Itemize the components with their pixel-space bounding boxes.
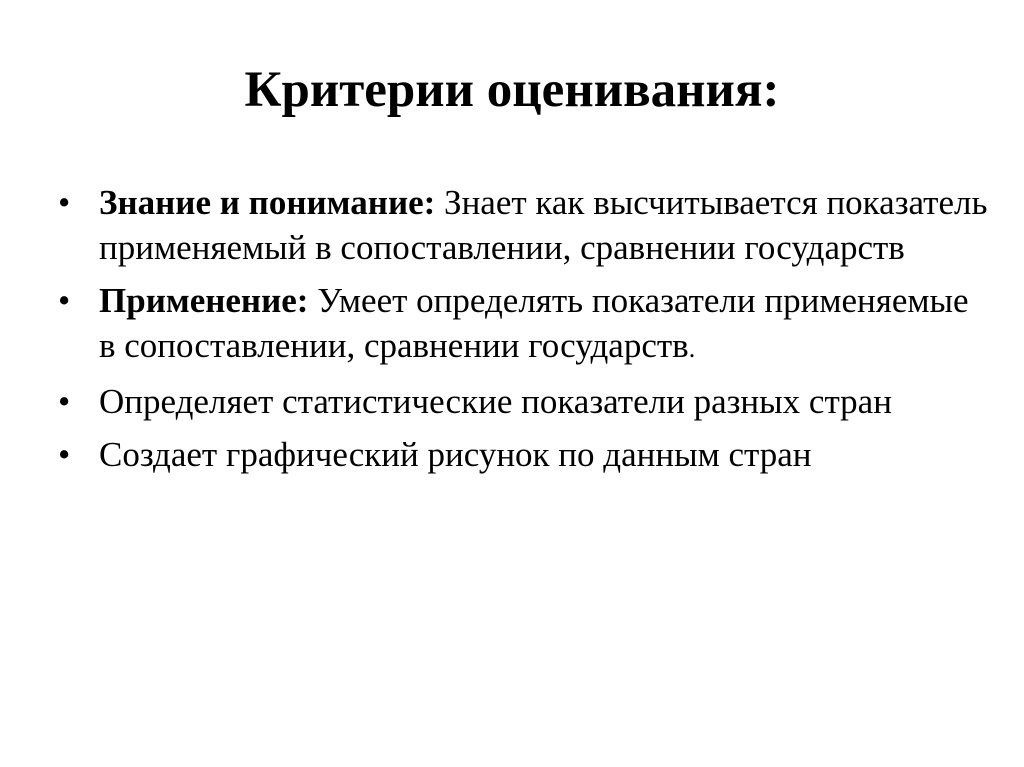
bullet-text: Умеет определять показатели применяемые в сопоставлении, сравнении государств [99,281,969,365]
bullet-text: Создает графический рисунок по данным стран [99,435,812,474]
bullet-trailing-period: . [688,334,696,363]
bullet-icon: • [58,435,71,474]
bullet-list [58,180,988,485]
slide-title: Критерии оценивания: [244,62,780,118]
bullet-icon: • [58,183,71,222]
bullet-icon: • [58,382,71,421]
bullet-item-application [58,278,988,371]
bullet-item-graphic [58,432,988,477]
bullet-item-statistics [58,379,988,424]
bullet-text: Знает как высчитывается показатель применяемый в сопоставлении, сравнении государств [99,183,988,267]
bullet-bold-prefix: Применение: [99,281,309,320]
bullet-icon: • [58,281,71,320]
bullet-text: Определяет статистические показатели разных стран [99,382,892,421]
bullet-bold-prefix: Знание и понимание: [99,183,436,222]
bullet-item-knowledge [58,180,988,270]
